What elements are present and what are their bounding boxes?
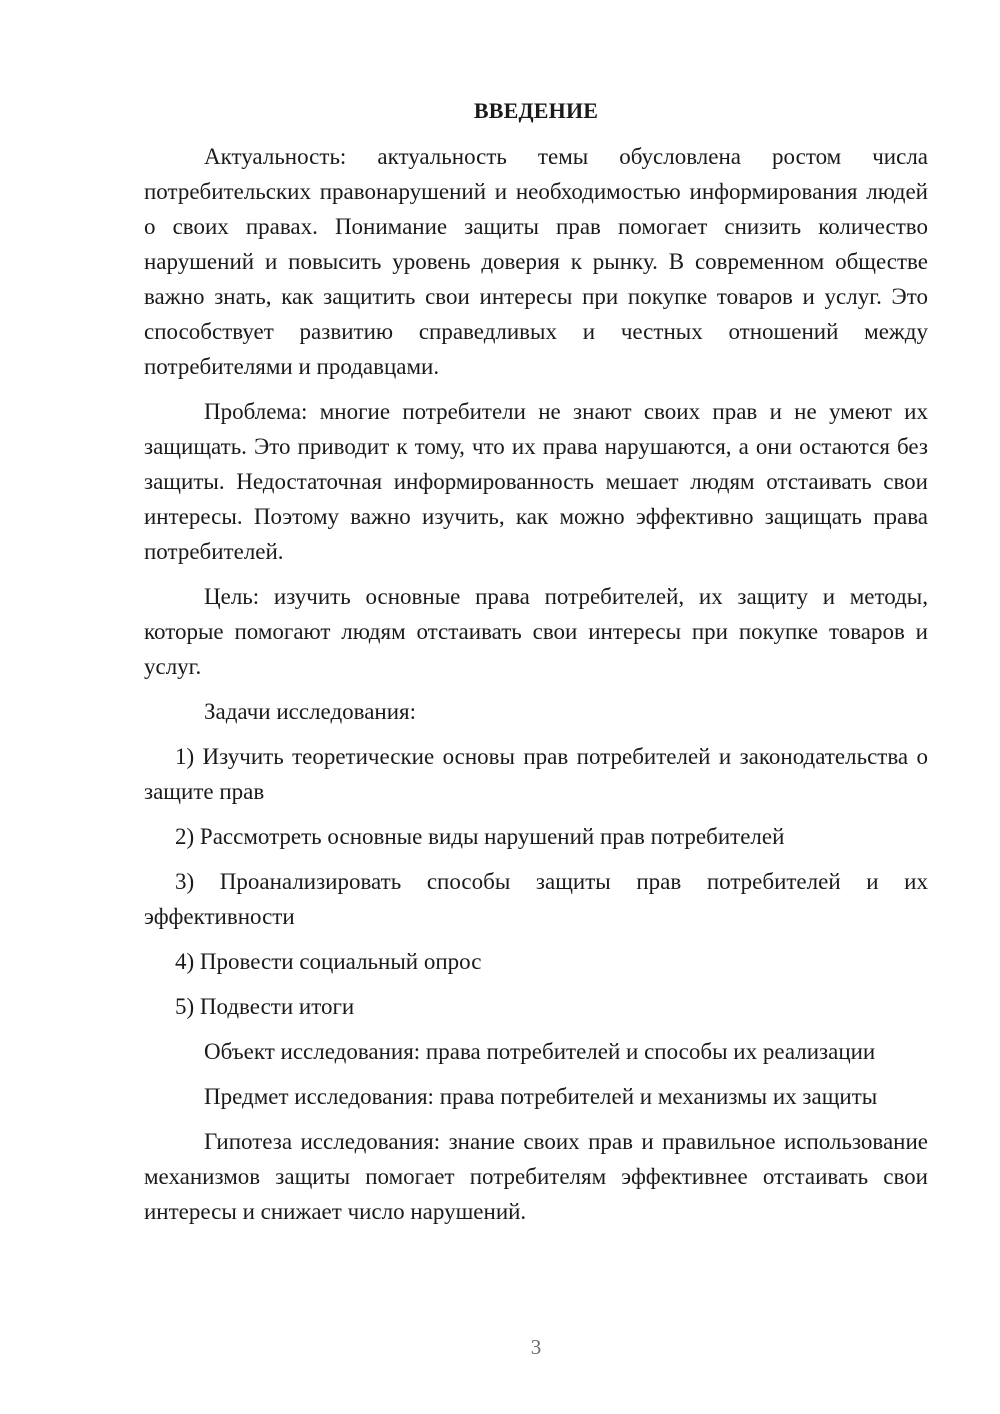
task-item-3: 3) Проанализировать способы защиты прав потребителей и их эффективности (144, 869, 928, 929)
tasks-heading: Задачи исследования: (204, 699, 417, 724)
paragraph-goal: Цель: изучить основные права потребителей, их защиту и методы, которые помогают людям отстаивать свои интересы при покупке товаров и услуг. (144, 584, 928, 679)
paragraph-subject: Предмет исследования: права потребителей и механизмы их защиты (204, 1084, 878, 1109)
paragraph-object: Объект исследования: права потребителей и способы их реализации (204, 1039, 876, 1064)
task-item-2: 2) Рассмотреть основные виды нарушений прав потребителей (175, 824, 785, 849)
task-item-5: 5) Подвести итоги (175, 994, 355, 1019)
task-item-1: 1) Изучить теоретические основы прав потребителей и законодательства о защите прав (144, 744, 928, 804)
paragraph-hypothesis: Гипотеза исследования: знание своих прав и правильное использование механизмов защиты помогает потребителям эффективнее отстаивать свои интересы и снижает число нарушений. (144, 1129, 928, 1224)
page-number: 3 (530, 1335, 542, 1359)
page-title: ВВЕДЕНИЕ (473, 98, 599, 123)
page-content (144, 96, 928, 1239)
task-item-4: 4) Провести социальный опрос (175, 949, 482, 974)
paragraph-problem: Проблема: многие потребители не знают своих прав и не умеют их защищать. Это приводит к тому, что их права нарушаются, а они остаются без защиты. Недостаточная информированность мешает людям отстаивать свои интересы. Поэтому важно изучить, как можно эффективно защищать права потребителей. (144, 399, 928, 564)
paragraph-relevance: Актуальность: актуальность темы обусловлена ростом числа потребительских правонарушений и необходимостью информирования людей о своих правах. Понимание защиты прав помогает снизить количество нарушений и повысить уровень доверия к рынку. В современном обществе важно знать, как защитить свои интересы при покупке товаров и услуг. Это способствует развитию справедливых и честных отношений между потребителями и продавцами. (144, 144, 928, 379)
